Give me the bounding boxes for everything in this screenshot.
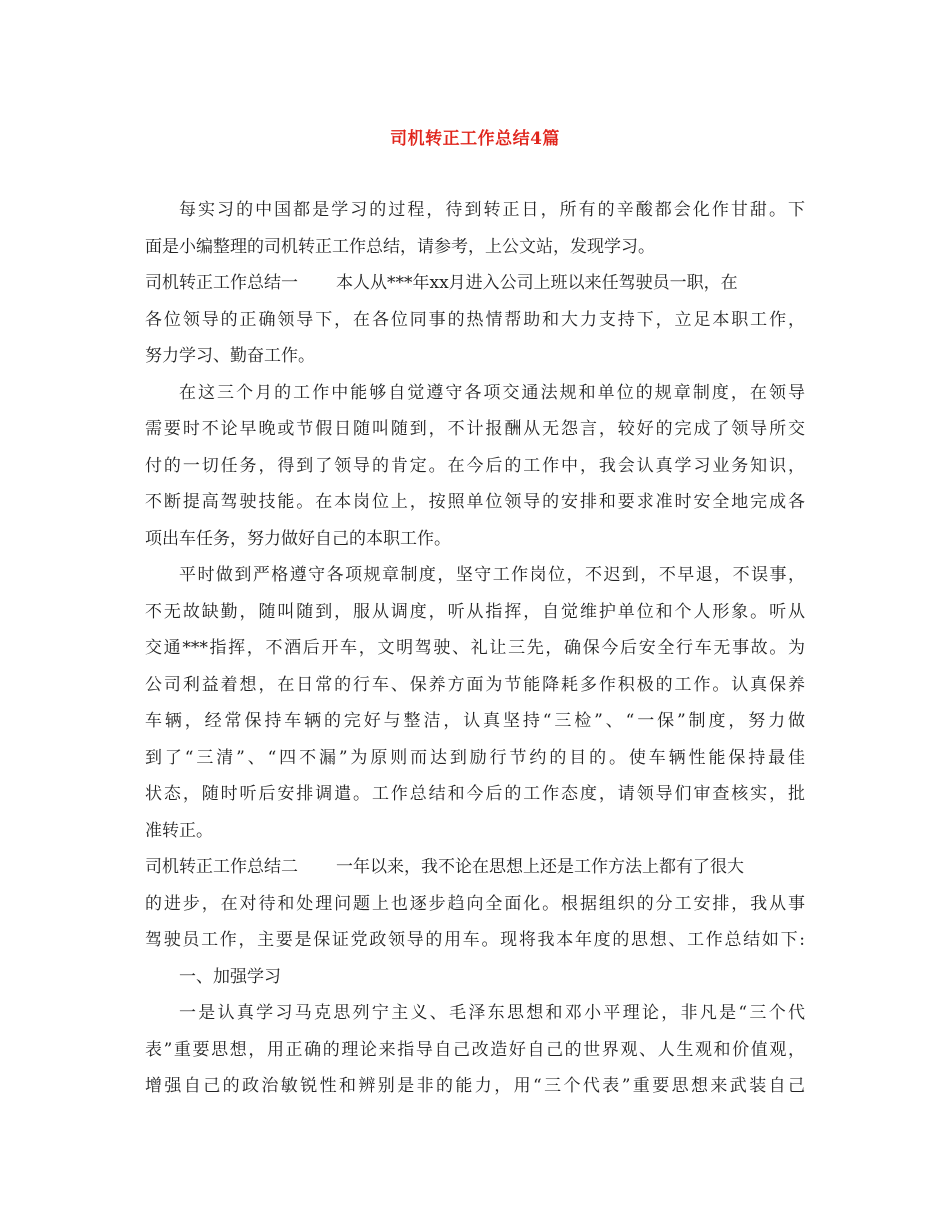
paragraph-line: 付的一切任务，得到了领导的肯定。在今后的工作中，我会认真学习业务知识，: [145, 455, 805, 476]
document-title: 司机转正工作总结4篇: [390, 129, 560, 149]
paragraph-line: 的进步，在对待和处理问题上也逐步趋向全面化。根据组织的分工安排，我从事: [145, 893, 805, 914]
paragraph-line: 状态，随时听后安排调遣。工作总结和今后的工作态度，请领导们审查核实，批: [145, 784, 805, 804]
subsection-heading: 一、加强学习: [179, 966, 281, 987]
paragraph-line: 努力学习、勤奋工作。: [145, 346, 315, 366]
paragraph-line: 表”重要思想，用正确的理论来指导自己改造好自己的世界观、人生观和价值观，: [145, 1039, 805, 1060]
paragraph-line: 公司利益着想，在日常的行车、保养方面为节能降耗多作积极的工作。认真保养: [145, 674, 805, 695]
paragraph-line: 到了“三清”、“四不漏”为原则而达到励行节约的目的。使车辆性能保持最佳: [145, 747, 805, 768]
document-body: [145, 192, 805, 1105]
paragraph-line: 驾驶员工作，主要是保证党政领导的用车。现将我本年度的思想、工作总结如下:: [145, 930, 805, 950]
paragraph-line: 每实习的中国都是学习的过程，待到转正日，所有的辛酸都会化作甘甜。下: [179, 200, 805, 220]
paragraph-line: 交通***指挥，不酒后开车，文明驾驶、礼让三先，确保今后安全行车无事故。为: [145, 638, 805, 658]
paragraph-line: 增强自己的政治敏锐性和辨别是非的能力，用“三个代表”重要思想来武装自己: [145, 1076, 805, 1096]
paragraph-line: 在这三个月的工作中能够自觉遵守各项交通法规和单位的规章制度，在领导: [179, 382, 805, 403]
paragraph-line: 准转正。: [145, 820, 213, 841]
paragraph-text: 一年以来，我不论在思想上还是工作方法上都有了很大: [336, 857, 744, 877]
paragraph-text: 本人从***年xx月进入公司上班以来任驾驶员一职，在: [336, 273, 738, 293]
section-heading: 司机转正工作总结一: [145, 273, 298, 293]
paragraph-line: 一是认真学习马克思列宁主义、毛泽东思想和邓小平理论，非凡是“三个代: [179, 1003, 805, 1023]
paragraph-line: 面是小编整理的司机转正工作总结，请参考，上公文站，发现学习。: [145, 236, 655, 257]
paragraph-line: 项出车任务，努力做好自己的本职工作。: [145, 528, 451, 549]
paragraph-line: 各位领导的正确领导下，在各位同事的热情帮助和大力支持下，立足本职工作，: [145, 309, 805, 330]
section-heading-line: [145, 849, 805, 886]
paragraph-line: 需要时不论早晚或节假日随叫随到，不计报酬从无怨言，较好的完成了领导所交: [145, 419, 805, 439]
section-heading: 司机转正工作总结二: [145, 857, 298, 877]
section-heading-line: [145, 265, 805, 302]
paragraph-line: 不断提高驾驶技能。在本岗位上，按照单位领导的安排和要求准时安全地完成各: [145, 492, 805, 512]
paragraph-line: 车辆，经常保持车辆的完好与整洁，认真坚持“三检”、“一保”制度，努力做: [145, 711, 805, 731]
paragraph-line: 平时做到严格遵守各项规章制度，坚守工作岗位，不迟到，不早退，不误事，: [179, 565, 805, 585]
paragraph-line: 不无故缺勤，随叫随到，服从调度，听从指挥，自觉维护单位和个人形象。听从: [145, 601, 805, 622]
